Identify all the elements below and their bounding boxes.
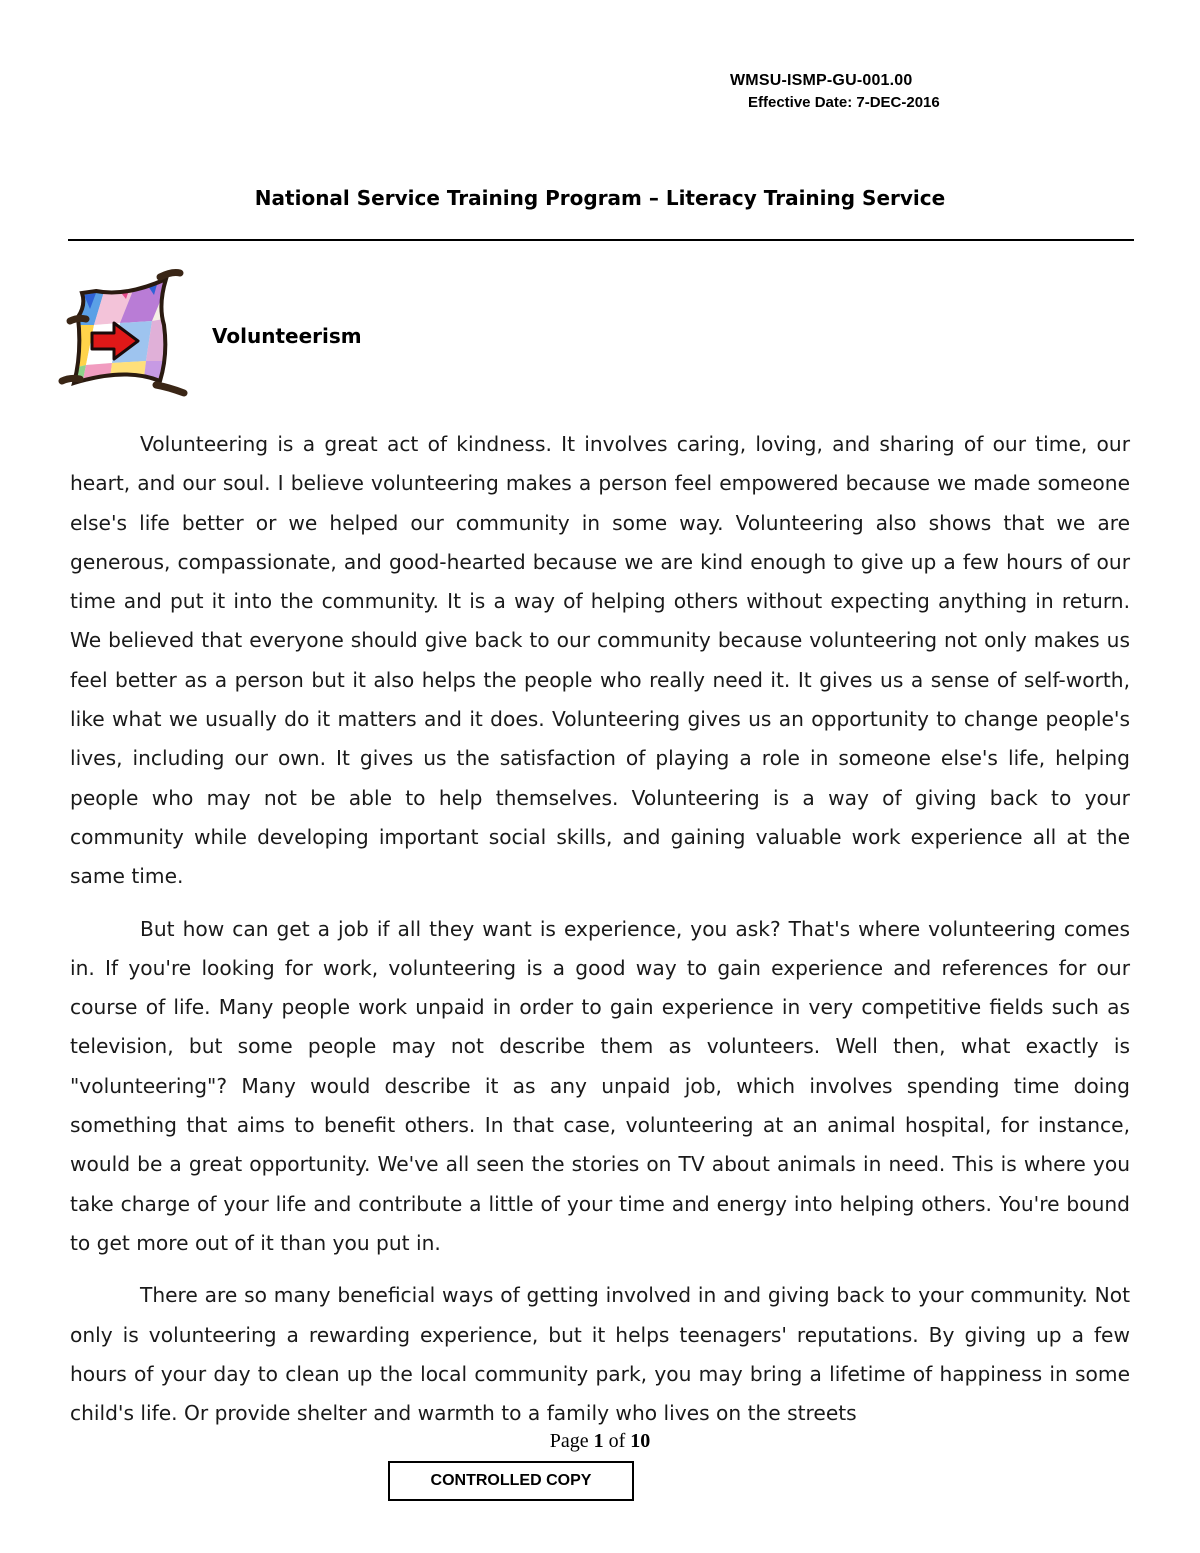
paragraph-3: There are so many beneficial ways of getting involved in and giving back to your community. Not only is volunteering a rewarding experience, but it helps teenagers' reputations. By giving up a few hours of your day to clean up the local community park, you may bring a lifetime of happiness in some child's life. Or provide shelter and warmth to a family who lives on the streets (70, 1283, 1130, 1426)
page-current: 1 (593, 1430, 604, 1452)
scroll-arrow-icon (56, 265, 192, 397)
page-of: of (608, 1430, 626, 1452)
page-prefix: Page (549, 1430, 589, 1452)
page-total: 10 (630, 1430, 651, 1452)
effective-date: Effective Date: 7-DEC-2016 (748, 94, 940, 111)
title-divider (68, 239, 1134, 241)
document-code: WMSU-ISMP-GU-001.00 (730, 72, 913, 89)
paragraph-1: Volunteering is a great act of kindness. It involves caring, loving, and sharing of our time, our heart, and our soul. I believe volunteering makes a person feel empowered because we made someone else's life better or we helped our community in some way. Volunteering also shows that we are generous, compassionate, and good-hearted because we are kind enough to give up a few hours of our time and put it into the community. It is a way of helping others without expecting anything in return. We believed that everyone should give back to our community because volunteering not only makes us feel better as a person but it also helps the people who really need it. It gives us a sense of self-worth, like what we usually do it matters and it does. Volunteering gives us an opportunity to change people's lives, including our own. It gives us the satisfaction of playing a role in someone else's life, helping people who may not be able to help themselves. Volunteering is a way of giving back to your community while developing important social skills, and gaining valuable work experience all at the same time. (70, 432, 1130, 889)
section-title: Volunteerism (212, 324, 362, 348)
body-text (70, 425, 1130, 1446)
controlled-copy-stamp: CONTROLLED COPY (388, 1461, 634, 1501)
page-title: National Service Training Program – Literacy Training Service (254, 186, 946, 210)
paragraph-2: But how can get a job if all they want is experience, you ask? That's where volunteering comes in. If you're looking for work, volunteering is a good way to gain experience and references for our course of life. Many people work unpaid in order to gain experience in very competitive fields such as television, but some people may not describe them as volunteers. Well then, what exactly is "volunteering"? Many would describe it as any unpaid job, which involves spending time doing something that aims to benefit others. In that case, volunteering at an animal hospital, for instance, would be a great opportunity. We've all seen the stories on TV about animals in need. This is where you take charge of your life and contribute a little of your time and energy into helping others. You're bound to get more out of it than you put in. (70, 916, 1130, 1255)
page-number (0, 1430, 1200, 1453)
